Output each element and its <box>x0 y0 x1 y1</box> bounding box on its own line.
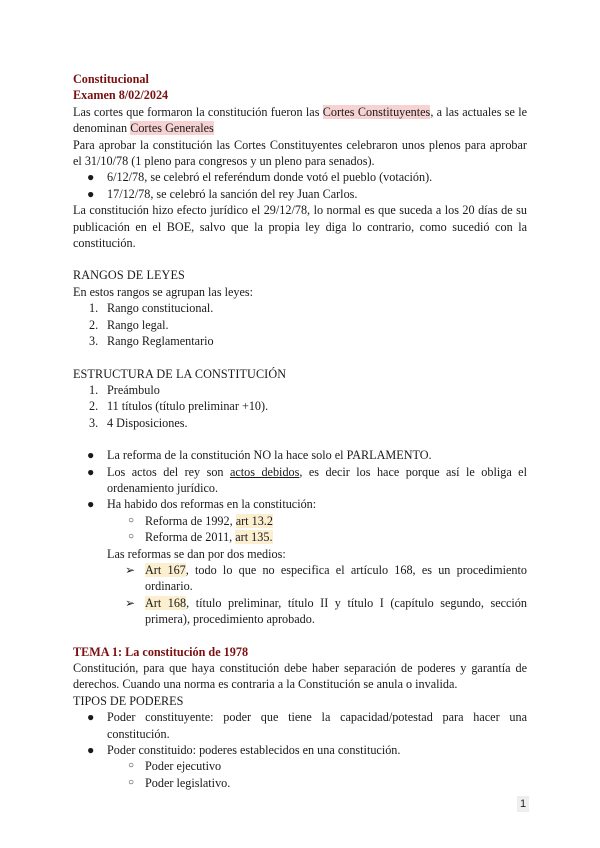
list-item: ● 6/12/78, se celebró el referéndum donde votó el pueblo (votación). <box>87 170 433 185</box>
list-item: 1. Preámbulo <box>89 382 160 397</box>
list-item: ● La reforma de la constitución NO la hace solo el PARLAMENTO. <box>87 448 432 463</box>
list-item: ○ Reforma de 1992, art 13.2 <box>128 513 273 528</box>
highlight-cortes-generales: Cortes Generales <box>130 121 214 136</box>
list-item: ➢ Art 167, todo lo que no especifica el artículo 168, es un procedimiento ordinario. <box>125 562 528 594</box>
bullet-icon: ● <box>87 710 95 725</box>
tipos-poderes-heading: TIPOS DE PODERES <box>73 693 184 708</box>
list-item: 2. Rango legal. <box>89 317 169 332</box>
list-item: ● Los actos del rey son actos debidos, es decir los hace porque así le obliga el ordenamiento jurídico. <box>87 464 527 495</box>
highlight-cortes-constituyentes: Cortes Constituyentes <box>322 104 431 119</box>
list-item: ○ Poder ejecutivo <box>128 759 222 774</box>
highlight-art-168: Art 168 <box>145 595 187 610</box>
page-content <box>73 71 527 791</box>
list-item: ➢ Art 168, título preliminar, título II y título I (capítulo segundo, sección primera), procedimiento aprobado. <box>125 595 527 627</box>
list-item: 3. 4 Disposiciones. <box>89 415 188 430</box>
bullet-icon: ● <box>87 186 95 201</box>
bullet-icon: ● <box>87 170 95 185</box>
poderes-list <box>73 709 527 758</box>
reformas-sublist <box>73 513 527 546</box>
circle-bullet-icon: ○ <box>128 531 135 543</box>
rangos-lead: En estos rangos se agrupan las leyes: <box>73 284 254 299</box>
list-item: ● Poder constituido: poderes establecidos en una constitución. <box>87 743 401 758</box>
medios-list <box>73 562 527 628</box>
list-item: ● 17/12/78, se celebró la sanción del rey Juan Carlos. <box>87 186 358 201</box>
rangos-heading: RANGOS DE LEYES <box>73 268 185 283</box>
arrow-bullet-icon: ➢ <box>125 562 136 577</box>
exam-date: Examen 8/02/2024 <box>73 88 169 103</box>
circle-bullet-icon: ○ <box>128 776 135 788</box>
intro-paragraph-3: La constitución hizo efecto jurídico el 29/12/78, lo normal es que suceda a los 20 días de su publicación en el BOE, salvo que la propia ley diga lo contrario, como sucedió con la constitución. <box>73 203 527 251</box>
list-item: 2. 11 títulos (título preliminar +10). <box>89 399 269 414</box>
highlight-art-167: Art 167 <box>145 562 186 577</box>
underlined-actos-debidos: actos debidos <box>229 464 300 479</box>
list-item: ○ Poder legislativo. <box>128 775 231 790</box>
list-item: ● Ha habido dos reformas en la constitución: <box>87 497 317 512</box>
circle-bullet-icon: ○ <box>128 760 135 772</box>
estructura-list <box>73 382 527 431</box>
subject-title: Constitucional <box>73 72 149 86</box>
highlight-art-13-2: art 13.2 <box>235 513 273 528</box>
arrow-bullet-icon: ➢ <box>125 595 136 610</box>
intro-bullet-list <box>73 169 527 202</box>
estructura-heading: ESTRUCTURA DE LA CONSTITUCIÓN <box>73 366 287 381</box>
bullet-icon: ● <box>87 743 95 758</box>
list-item: ● Poder constituyente: poder que tiene la capacidad/potestad para hacer una constitución. <box>87 710 527 741</box>
tema-1-paragraph: Constitución, para que haya constitución debe haber separación de poderes y garantía de derechos. Cuando una norma es contraria a la Constitución se anula o invalida. <box>73 661 527 692</box>
bullet-icon: ● <box>87 448 95 463</box>
page-number: 1 <box>517 796 529 812</box>
intro-paragraph-2: Para aprobar la constitución las Cortes Constituyentes celebraron unos plenos para aprobar el 31/10/78 (1 pleno para congresos y un pleno para senados). <box>73 137 527 169</box>
circle-bullet-icon: ○ <box>128 514 135 526</box>
poderes-sublist <box>73 758 527 791</box>
bullet-icon: ● <box>87 464 95 479</box>
list-item: ○ Reforma de 2011, art 135. <box>128 530 273 545</box>
bullet-icon: ● <box>87 497 95 512</box>
list-item: 1. Rango constitucional. <box>89 301 214 316</box>
list-item: 3. Rango Reglamentario <box>89 334 214 349</box>
highlight-art-135: art 135. <box>235 530 273 545</box>
tema-1-heading: TEMA 1: La constitución de 1978 <box>73 644 249 659</box>
reforma-list <box>73 447 527 513</box>
rangos-list <box>73 300 527 349</box>
medios-lead: Las reformas se dan por dos medios: <box>107 546 286 561</box>
intro-paragraph-1: Las cortes que formaron la constitución fueron las Cortes Constituyentes, a las actuales se le denominan Cortes Generales <box>73 104 527 136</box>
